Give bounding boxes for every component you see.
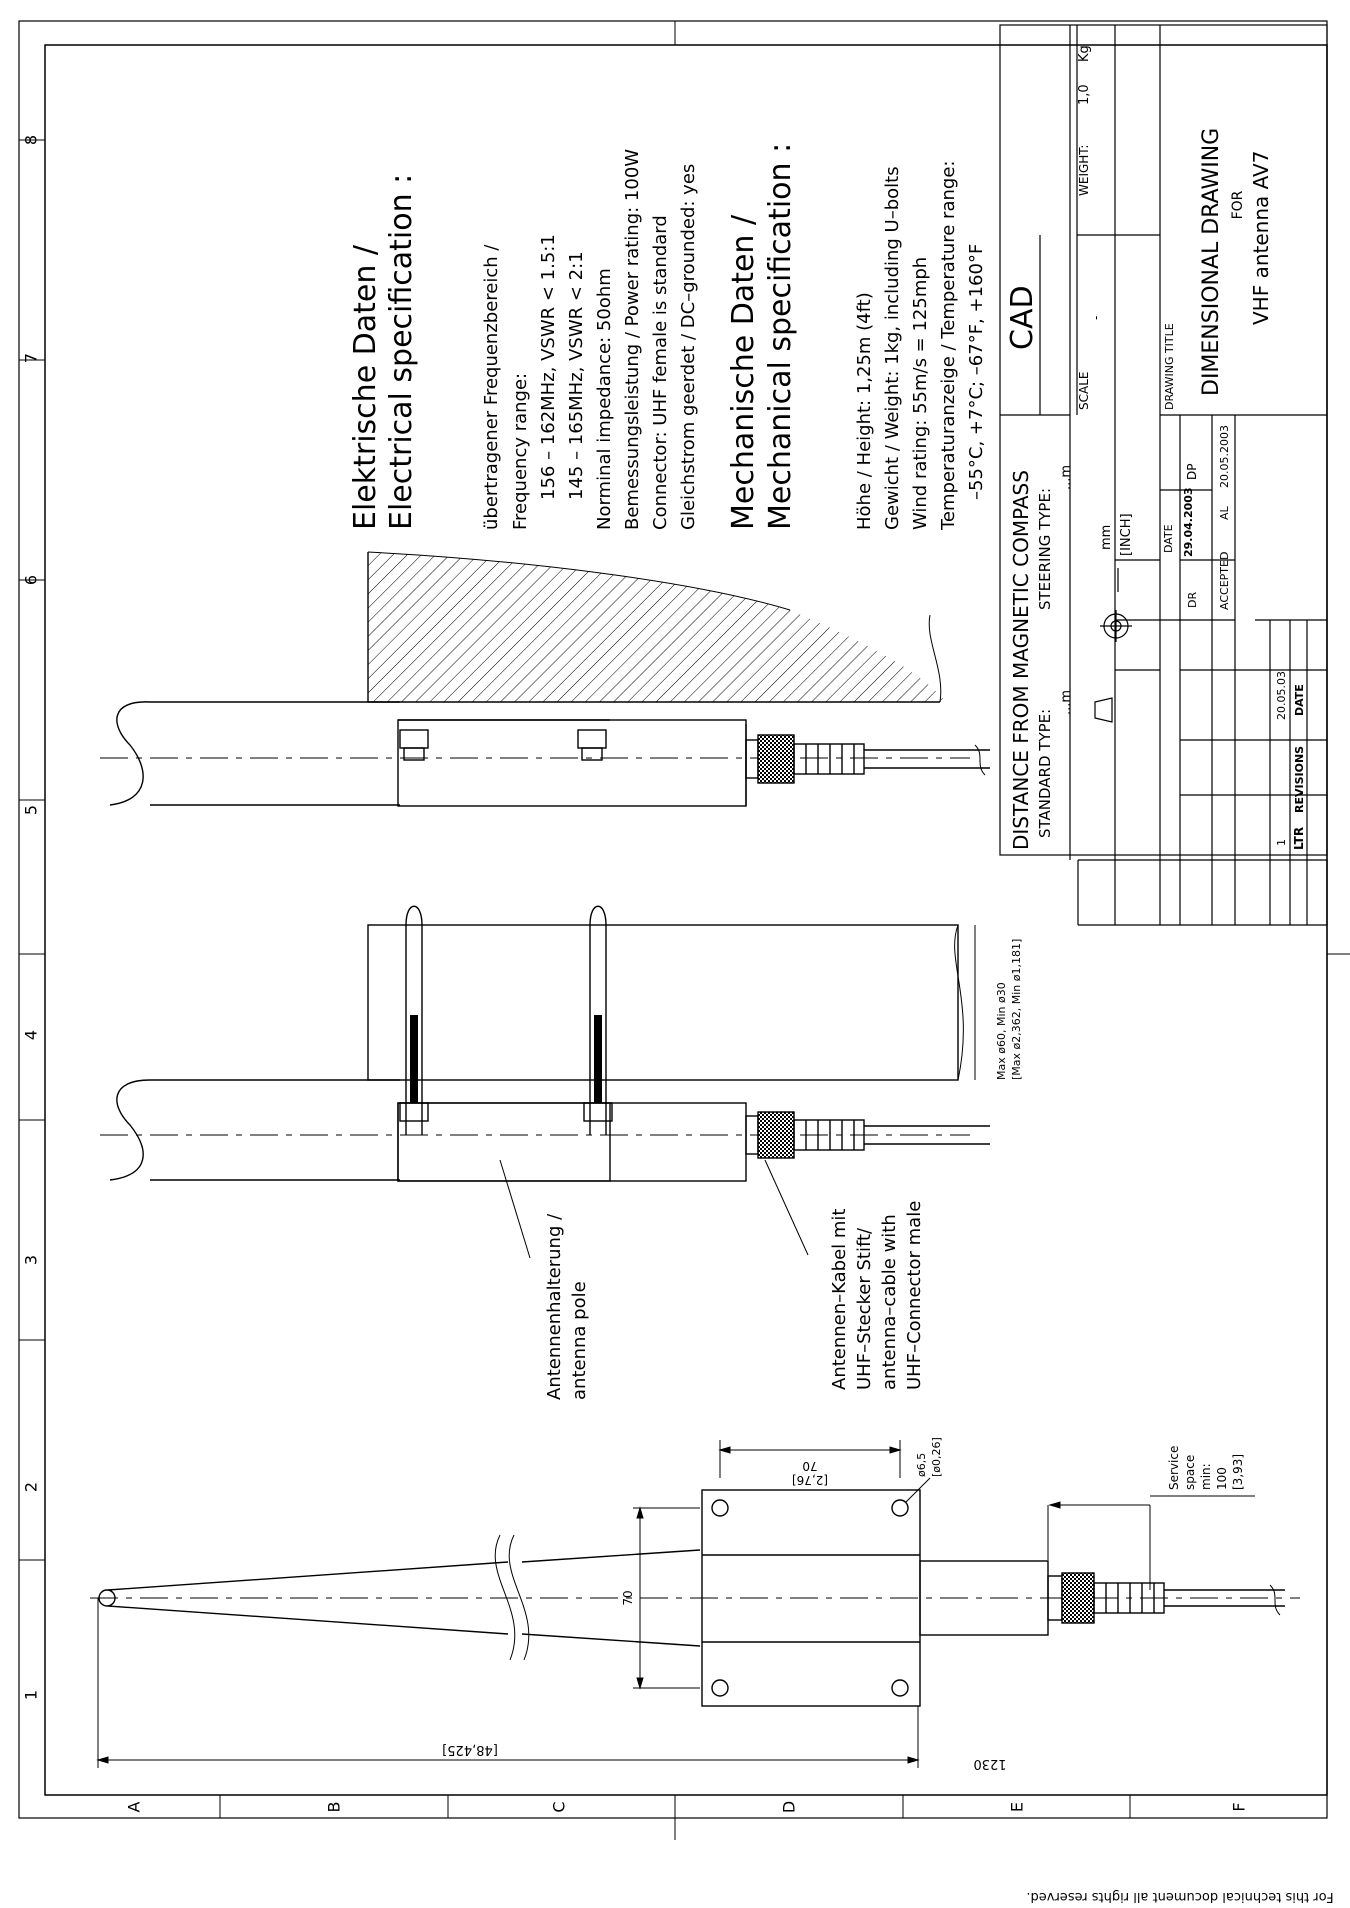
grid-letter: E — [1007, 1801, 1027, 1813]
grid-letter: B — [324, 1801, 344, 1813]
grid-number: 1 — [21, 1689, 41, 1701]
grid-number: 5 — [21, 804, 41, 816]
cable-label: UHF–Connector male — [904, 1200, 925, 1390]
height-dim: 1230 — [973, 1756, 1007, 1771]
mechanical-title-de: Mechanische Daten / — [726, 214, 761, 530]
spec-line: Gleichstrom geerdet / DC–grounded: yes — [678, 163, 699, 530]
grid-letter: C — [549, 1801, 569, 1813]
spec-line: Norminal impedance: 50ohm — [594, 268, 615, 530]
service-dim: 100 — [1215, 1467, 1229, 1490]
drawing-title-line-3: VHF antenna AV7 — [1249, 150, 1273, 325]
compass-title: DISTANCE FROM MAGNETIC COMPASS — [1009, 470, 1033, 850]
rev-date-label: DATE — [1293, 684, 1306, 716]
grid-number: 4 — [21, 1029, 41, 1041]
cable-label: antenna–cable with — [879, 1214, 900, 1390]
copyright-note: For this technical document all rights reserved. — [1026, 1889, 1334, 1904]
cable-label: UHF–Stecker Stift/ — [854, 1227, 875, 1390]
bracket-width-dim: 70 — [621, 1590, 635, 1606]
grid-number: 6 — [21, 574, 41, 586]
scale-label: SCALE — [1077, 371, 1091, 410]
drawing-title-line-1: DIMENSIONAL DRAWING — [1199, 127, 1224, 396]
accepted-date: 20.05.2003 — [1218, 425, 1231, 488]
service-dim: min: — [1199, 1463, 1213, 1490]
title-block-text — [1005, 45, 1306, 850]
spec-line: Connector: UHF female is standard — [650, 215, 671, 530]
spec-line: übertragener Frequenzbereich / — [481, 244, 502, 530]
cad-label: CAD — [1005, 285, 1040, 350]
rev-ltr-label: LTR — [1292, 826, 1306, 850]
rev-date-value: 20.05.03 — [1275, 671, 1288, 720]
hole-spacing-dim-inch: [2,76] — [791, 1473, 829, 1487]
date-value: 29.04.2003 — [1182, 487, 1195, 557]
grid-number: 2 — [21, 1481, 41, 1493]
standard-type-value: ...m — [1059, 689, 1074, 715]
dp-label: DP — [1185, 463, 1199, 480]
mech-line: Gewicht / Weight: 1kg, including U–bolts — [882, 166, 903, 530]
antenna-wall-mount-view — [100, 552, 990, 806]
height-dim-inch: [48,425] — [442, 1742, 498, 1757]
electrical-title-de: Elektrische Daten / — [348, 244, 383, 530]
mechanical-title-en: Mechanical specification : — [763, 142, 798, 530]
grid-number: 8 — [21, 134, 41, 146]
antenna-full-view — [90, 1490, 1300, 1706]
rev-label: REVISIONS — [1293, 745, 1306, 813]
mount-label: antenna pole — [569, 1281, 590, 1400]
grid-number: 7 — [21, 352, 41, 364]
grid-numbers — [22, 135, 41, 1700]
specification-block — [348, 143, 987, 531]
weight-value: 1,0 — [1077, 84, 1092, 105]
grid-letter: D — [779, 1800, 799, 1814]
dr-label: DR — [1186, 591, 1199, 608]
hole-dia-dim-inch: [ø0,26] — [930, 1437, 943, 1477]
unit-mm: mm — [1099, 524, 1114, 550]
grid-letter: F — [1229, 1802, 1249, 1812]
pole-dim-label: Max ø60, Min ø30 — [995, 982, 1008, 1080]
spec-line: Bemessungsleistung / Power rating: 100W — [622, 148, 643, 530]
cable-label: Antennen–Kabel mit — [829, 1208, 850, 1390]
accepted-label: ACCEPTED — [1218, 551, 1231, 610]
grid-letters — [125, 1801, 1249, 1813]
unit-inch: [INCH] — [1119, 513, 1134, 556]
grid-number: 3 — [21, 1254, 41, 1266]
grid-letter: A — [124, 1801, 144, 1813]
spec-line: 145 – 165MHz, VSWR < 2:1 — [566, 251, 587, 500]
hole-dia-dim: ø6,5 — [915, 1452, 928, 1477]
mech-line: –55°C, +7°C; –67°F, +160°F — [966, 243, 987, 500]
mech-line: Wind rating: 55m/s = 125mph — [910, 256, 931, 530]
drawing-title-line-2: FOR — [1230, 190, 1246, 220]
spec-line: 156 – 162MHz, VSWR < 1.5:1 — [538, 234, 559, 500]
hole-spacing-dim: 70 — [802, 1459, 818, 1473]
weight-label: WEIGHT: — [1077, 144, 1091, 196]
antenna-pole-mount-view — [100, 906, 990, 1258]
weight-unit: Kg — [1077, 45, 1092, 62]
mech-line: Höhe / Height: 1,25m (4ft) — [854, 292, 875, 530]
mech-line: Temperaturanzeige / Temperature range: — [938, 160, 959, 530]
scale-value: - — [1089, 315, 1103, 320]
mount-label: Antennenhalterung / — [544, 1213, 565, 1400]
date-label: DATE — [1162, 524, 1175, 553]
standard-type-label: STANDARD TYPE: — [1036, 708, 1054, 838]
service-dim: space — [1183, 1454, 1197, 1490]
pole-dim-label-inch: [Max ø2,362, Min ø1,181] — [1010, 938, 1023, 1080]
service-dim: Service — [1167, 1445, 1181, 1490]
drawing-title-label: DRAWING TITLE — [1163, 323, 1176, 410]
accepted-by: AL — [1218, 506, 1231, 520]
electrical-title-en: Electrical specification : — [384, 173, 419, 530]
rev-ltr-value: 1 — [1275, 839, 1288, 846]
spec-line: Frequency range: — [510, 372, 531, 530]
service-dim: [3,93] — [1231, 1453, 1245, 1490]
steering-type-label: STEERING TYPE: — [1036, 488, 1054, 610]
steering-type-value: ...m — [1059, 464, 1074, 490]
